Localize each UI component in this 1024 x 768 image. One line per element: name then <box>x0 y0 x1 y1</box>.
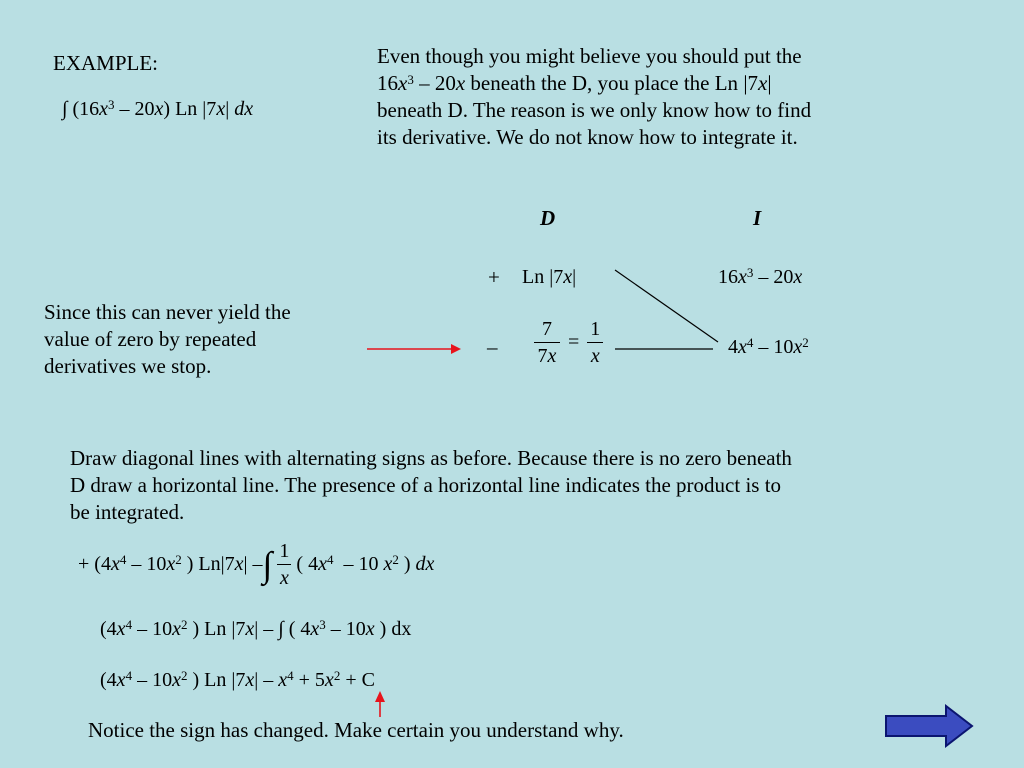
sign-change-arrow <box>375 691 385 717</box>
step1-expression: + ($4x^4 - 10x^2$ ) Ln|7x| –∫ $\frac{1}{x}$ ( $4x^4 - 10$ $x^2$ ) dx <box>78 540 435 589</box>
row2-integral: $4x^4 - 10x^2$ <box>728 335 809 358</box>
next-slide-button[interactable] <box>884 704 976 748</box>
row2-derivative: $\frac{7}{7x}$ = $\frac{1}{x}$ <box>534 318 603 367</box>
row1-integral: $16x^3 - 20x$ <box>718 265 803 288</box>
explanation-text: Even though you might believe you should put the $16x^3 - 20x$ beneath the D, you place the Ln |7x| beneath D. The reason is we only know how to find its derivative. We do not know how to integrate it. <box>377 44 812 149</box>
step3-expression: ($4x^4 - 10x^2$ ) Ln $|7x| - x^4 + 5x^2 + C$ <box>100 668 375 691</box>
step2-expression: ($4x^4 - 10x^2$ ) Ln |7x| – ∫ ( $4x^3 - 10x$ ) dx <box>100 617 412 640</box>
example-label: EXAMPLE: <box>53 51 158 75</box>
right-arrow-icon <box>886 706 972 746</box>
notice-text: Notice the sign has changed. Make certain you understand why. <box>88 718 624 742</box>
example-integral: ∫ $(16x^3 - 20x)$ Ln |7x| dx <box>62 97 254 120</box>
red-arrow-pointer <box>367 344 461 354</box>
diagonal-line <box>615 270 718 342</box>
row1-derivative: Ln |7x| <box>522 266 577 288</box>
instructions-text: Draw diagonal lines with alternating signs as before. Because there is no zero beneath D draw a horizontal line. The presence of a horizontal line indicates the product is to be integrated. <box>70 446 792 524</box>
column-d-header: D <box>540 206 556 230</box>
row2-sign: – <box>487 335 498 359</box>
row1-sign: + <box>488 265 500 289</box>
column-i-header: I <box>753 206 762 230</box>
stop-note: Since this can never yield the value of zero by repeated derivatives we stop. <box>44 300 291 378</box>
